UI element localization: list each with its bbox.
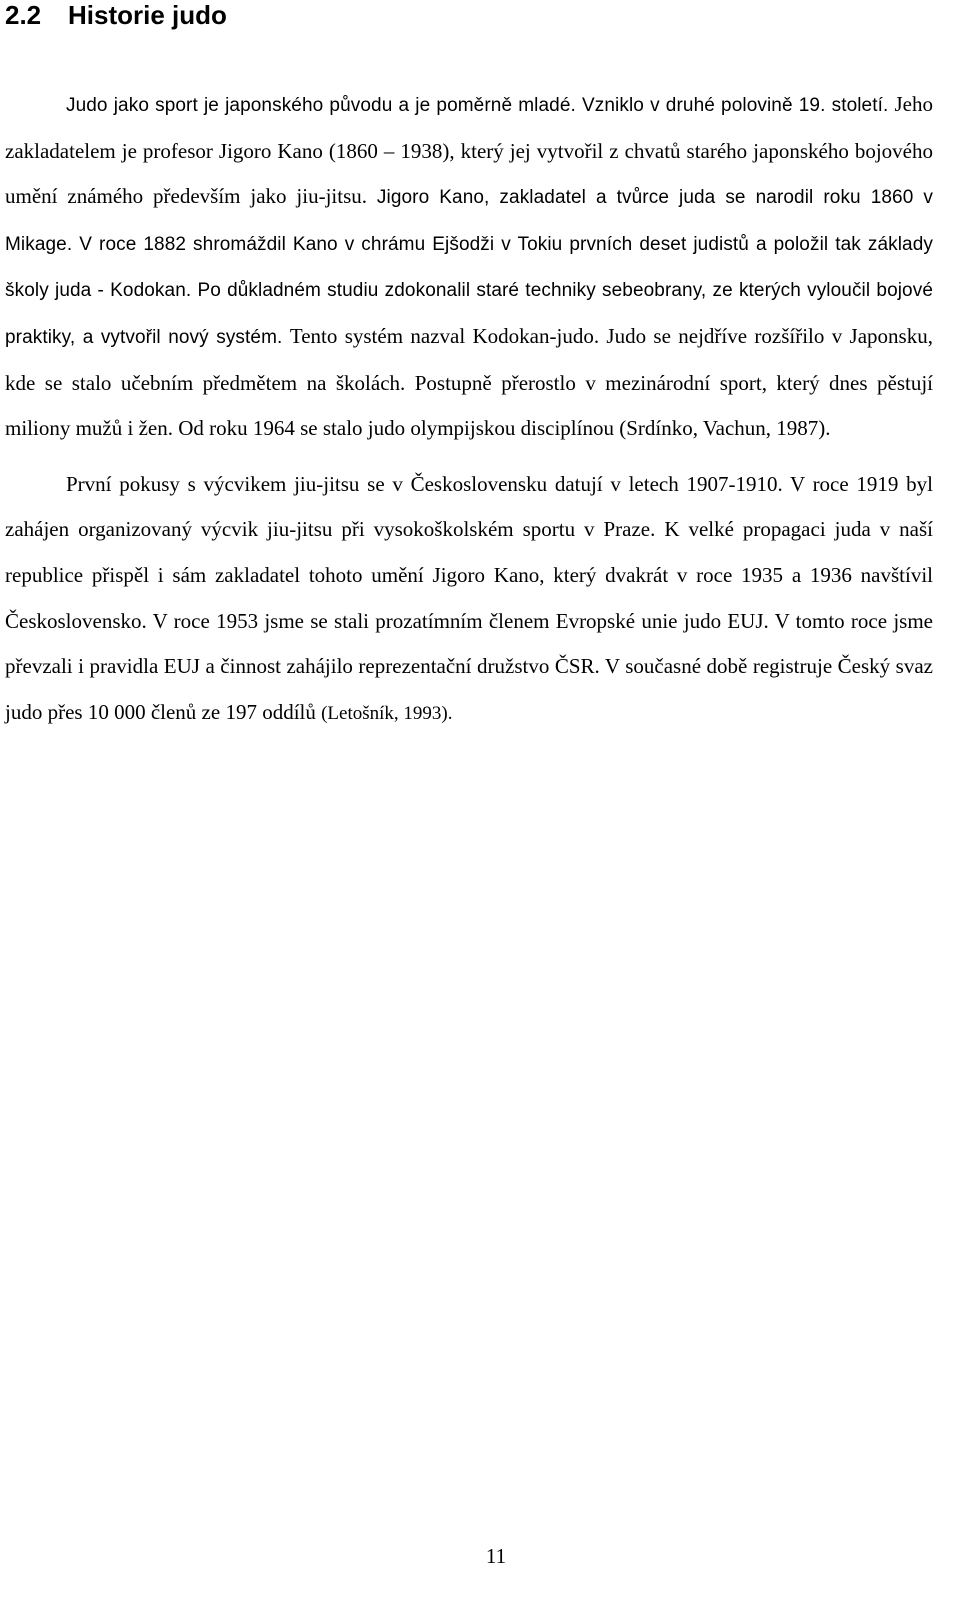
paragraph-history-origin — [5, 82, 933, 452]
text-segment: Po důkladném studiu zdokonalil staré techniky sebeobrany, ze kterých vyloučil bojové praktiky, a vytvořil nový systém. — [5, 280, 933, 348]
page-number: 11 — [485, 1544, 507, 1568]
section-title: Historie judo — [68, 0, 227, 30]
section-heading — [5, 0, 933, 30]
text-segment: Tento systém nazval Kodokan-judo. Judo se nejdříve rozšířilo v Japonsku, kde se stalo učebním předmětem na školách. Postupně přerostlo v mezinárodní sport, který dnes pěstují miliony mužů i žen. Od roku 1964 se stalo judo olympijskou disciplínou (Srdínko, Vachun, 1987). — [5, 323, 933, 441]
text-segment: První pokusy s výcvikem jiu-jitsu se v Československu datují v letech 1907-1910. V roce 1919 byl zahájen organizovaný výcvik jiu-jitsu při vysokoškolském sportu v Praze. K velké propagaci juda v naší republice přispěl i sám zakladatel tohoto umění Jigoro Kano, který dvakrát v roce 1935 a 1936 navštívil Československo. V roce 1953 jsme se stali prozatímním členem Evropské unie judo EUJ. V tomto roce jsme převzali i pravidla EUJ a činnost zahájilo reprezentační družstvo ČSR. V současné době registruje Český svaz judo přes 10 000 členů ze 197 oddílů — [5, 471, 933, 724]
text-segment: Judo jako sport je japonského původu a je poměrně mladé. Vzniklo v druhé polovině 19. století. — [66, 95, 895, 116]
document-page — [5, 0, 933, 1610]
body-text — [5, 82, 933, 736]
text-segment: Jigoro Kano, zakladatel a tvůrce juda se narodil roku 1860 v Mikage. — [5, 187, 933, 255]
section-number: 2.2 — [5, 0, 42, 30]
paragraph-czechoslovakia — [5, 462, 933, 737]
citation: (Letošník, 1993). — [321, 702, 453, 724]
text-segment: V roce 1882 shromáždil Kano v chrámu Ejšodži v Tokiu prvních deset judistů a položil tak základy školy juda - Kodokan. — [5, 233, 933, 302]
text-segment: Jeho zakladatelem je profesor Jigoro Kano (1860 – 1938), který jej vytvořil z chvatů starého japonského bojového umění známého především jako jiu-jitsu. — [5, 92, 933, 209]
